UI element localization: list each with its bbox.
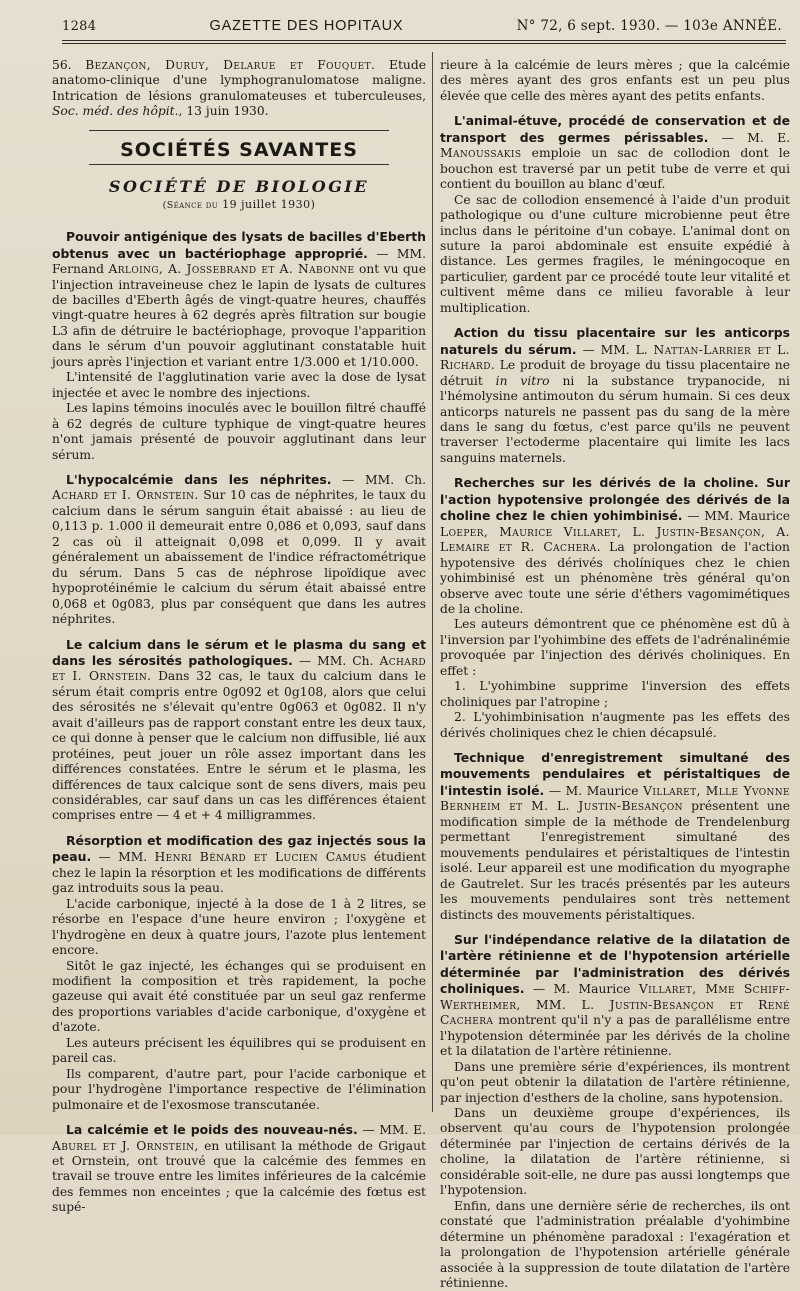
- article-title: Technique d'enregistrement simultané des mouvements pendulaires et péristaltiques de l'intestin isolé.: [440, 750, 790, 798]
- reference-number: 56.: [52, 58, 72, 72]
- paragraph: 2. L'yohimbinisation n'augmente pas les effets des dérivés choliniques chez le chien décapsulé.: [440, 710, 790, 740]
- authors-prefix: — MM. Ch.: [331, 472, 427, 487]
- article-text: en utilisant la méthode de Grigaut et Ornstein, ont trouvé que la calcémie des femmes en travail se trouve entre les limites inférieures de la calcémie des femmes non enceintes ; que la calcémie des fœtus est supé-: [52, 1138, 426, 1215]
- article-derives-choline: [440, 475, 790, 617]
- journal-title: GAZETTE DES HOPITAUX: [209, 18, 404, 34]
- article-text: Dans 32 cas, le taux du calcium dans le sérum était compris entre 0g092 et 0g108, alors que celui des sérosités ne s'élevait qu'entre 0g063 et 0g082. Il n'y avait d'ailleurs pas de rapport constant entre les deux taux, ce qui donne à penser que le calcium non diffusible, lié aux protéines, peut jouer un rôle assez important dans les différences constatées. Entre le sérum et le plasma, les différences de taux calcique sont de sens divers, mais peu considérables, car sauf dans un cas les différences étaient comprises entre — 4 et + 4 milligrammes.: [52, 669, 427, 823]
- article-text: montrent qu'il n'y a pas de parallélisme entre l'hypotension déterminée par les dérivés de la choline et la dilatation de l'artère rétinienne.: [440, 1013, 790, 1059]
- article-text: La prolongation de l'action hypotensive des dérivés cholíniques chez le chien yohimbinisé est un phénomène très général qu'on observe avec toute une série d'éthers vagomimétiques de la choline.: [440, 540, 790, 616]
- session-line: [52, 197, 426, 213]
- authors-prefix: — M. Maurice: [524, 982, 639, 997]
- article-enregistrement-intestin: [440, 750, 790, 923]
- article-text: présentent une modification simple de la méthode de Trendelenburg permettant l'enregistrement simultané des mouvements pendulaires et péristaltiques de l'intestin isolé. Leur appareil est une modification du myographe de Gautrelet. Sur les tracés présentés par les auteurs les mouvements pendulaires sont très nettement distincts des mouvements péristaltiques.: [440, 799, 790, 922]
- article-title: L'hypocalcémie dans les néphrites.: [66, 471, 332, 487]
- authors-prefix: — MM. Ch.: [292, 653, 380, 668]
- continued-text: rieure à la calcémie de leurs mères ; que la calcémie des mères ayant des gros enfants est un peu plus élevée que celle des mères ayant des petits enfants.: [440, 58, 790, 103]
- article-authors: Manoussakis: [440, 146, 522, 161]
- reference-authors: Bezançon, Duruy, Delarue et Fouquet.: [85, 58, 376, 72]
- running-head: [62, 14, 782, 38]
- paragraph: 1. L'yohimbine supprime l'inversion des effets choliniques par l'atropine ;: [440, 679, 790, 709]
- left-column: [52, 58, 426, 1216]
- session-date: 19 juillet 1930): [222, 197, 316, 211]
- session-label: (Séance du: [162, 199, 219, 211]
- article-title: Résorption et modification des gaz injectés sous la peau.: [52, 832, 426, 865]
- column-divider: [432, 52, 433, 1112]
- article-text: emploie un sac de collodion dont le bouchon est traversé par un petit tube de verre et qui contient du bouillon au blanc d'œuf.: [440, 146, 790, 192]
- article-authors: Arloing, A. Jossebrand et A. Nabonne: [108, 262, 355, 277]
- article-title: L'animal-étuve, procédé de conservation et de transport des germes périssables.: [440, 113, 790, 145]
- article-hypocalcemie: [52, 472, 426, 628]
- reference-text: Etude anatomo-clinique d'une lymphogranulomatose maligne. Intrication de lésions granulomateuses et tuberculeuses,: [52, 58, 426, 103]
- page-number: 1284: [62, 18, 97, 34]
- paragraph: Dans un deuxième groupe d'expériences, ils observent qu'au cours de l'hypotension prolongée déterminée par l'injection de certains dérivés de la choline, la dilatation de l'artère rétinienne, si considérable soit-elle, ne dure pas aussi longtemps que l'hypotension.: [440, 1106, 790, 1198]
- section-title: SOCIÉTÉS SAVANTES: [120, 138, 358, 161]
- article-title: Pouvoir antigénique des lysats de bacilles d'Eberth obtenus avec un bactériophage approprié.: [52, 229, 426, 261]
- article-authors: Aburel et J. Ornstein,: [52, 1138, 199, 1153]
- article-authors: Henri Bénard et Lucien Camus: [154, 850, 367, 865]
- article-authors: Nattan-Larrier et L. Richard.: [440, 342, 790, 373]
- paragraph: Ils comparent, d'autre part, pour l'acide carbonique et pour l'hydrogène l'importance respective de l'élimination pulmonaire et de l'exosmose transcutanée.: [52, 1066, 426, 1112]
- paragraph: Sitôt le gaz injecté, les échanges qui se produisent en modifient la composition et très rapidement, la poche gazeuse qui avait été constituée par un seul gaz renferme des proportions variables d'acide carbonique, d'oxygène et d'azote.: [52, 958, 426, 1035]
- article-title: Action du tissu placentaire sur les anticorps naturels du sérum.: [440, 325, 790, 357]
- authors-prefix: — MM. L.: [576, 342, 654, 357]
- paragraph: L'acide carbonique, injecté à la dose de 1 à 2 litres, se résorbe en l'espace d'une heure environ ; l'oxygène et l'hydrogène en deux à quatre jours, l'azote plus lentement encore.: [52, 896, 426, 958]
- section-rule-top: [89, 130, 389, 131]
- article-authors: Loeper, Maurice Villaret, L. Justin-Besançon, A. Lemaire et R. Cachera.: [440, 524, 790, 555]
- header-rule-thin: [62, 43, 786, 44]
- article-authors: Achard et I. Ornstein.: [52, 653, 426, 684]
- article-text: ni la substance trypanocide, ni l'hémolysine antimouton du sérum humain. Si ces deux anticorps naturels ne passent pas du sang de la mère dans le sang du fœtus, c'est parce qu'ils ne peuvent traverser l'ectoderme placentaire qui limite les lacs sanguins maternels.: [440, 373, 790, 465]
- paragraph: Les auteurs précisent les équilibres qui se produisent en pareil cas.: [52, 1035, 426, 1066]
- paragraph: Enfin, dans une dernière série de recherches, ils ont constaté que l'administration préalable d'yohimbine détermine un phénomène paradoxal : l'exagération et la prolongation de l'hypotension artérielle générale associée à la suppression de toute dilatation de l'artère rétinienne.: [440, 1198, 790, 1290]
- paragraph: Les auteurs démontrent que ce phénomène est dû à l'inversion par l'yohimbine des effets de l'adrénalinémie provoquée par l'injection des dérivés choliniques. En effet :: [440, 617, 790, 678]
- authors-prefix: — M. E.: [708, 130, 790, 145]
- article-tissu-placentaire: [440, 325, 790, 466]
- authors-prefix: — MM. Fernand: [52, 246, 426, 277]
- paragraph: L'intensité de l'agglutination varie avec la dose de lysat injectée et avec le nombre des injections.: [52, 370, 426, 400]
- authors-prefix: — M. Maurice: [544, 783, 644, 798]
- article-text: Sur 10 cas de néphrites, le taux du calcium dans le sérum sanguin était abaissé : au lieu de 0,113 p. 1.000 il demeurait entre 0,086 et 0,093, sauf dans 2 cas où il atteignait 0,098 et 0,099. Il y avait généralement un abaissement de l'indice réfractométrique du sérum. Dans 5 cas de néphrose lipoïdique avec hypoprotéinémie le calcium du sérum était abaissé entre 0,068 et 0g083, plus par conséquent que dans les autres néphrites.: [52, 488, 426, 627]
- article-authors: Villaret, Mme Schiff-Wertheimer, MM. L. Justin-Besançon et René Cachera: [440, 982, 790, 1028]
- reference-date: , 13 juin 1930.: [178, 104, 269, 119]
- article-title: Sur l'indépendance relative de la dilatation de l'artère rétinienne et de l'hypotension artérielle déterminée par l'administration des dérivés choliniques.: [440, 932, 790, 997]
- header-rule: [62, 40, 786, 41]
- article-title: Le calcium dans le sérum et le plasma du sang et dans les sérosités pathologiques.: [52, 636, 426, 668]
- paragraph: Dans une première série d'expériences, ils montrent qu'on peut obtenir la dilatation de l'artère rétinienne, par injection d'esthers de la choline, sans hypotension.: [440, 1059, 790, 1105]
- article-text: ont vu que l'injection intraveineuse chez le lapin de lysats de cultures de bacilles d'Eberth âgés de vingt-quatre heures, chauffés vingt-quatre heures à 62 degrés après filtration sur bougie L3 afin de détruire le bactériophage, provoque l'apparition dans le sérum d'un pouvoir agglutinant constatable huit jours après l'injection et variant entre 1/3.000 et 1/10.000.: [52, 262, 427, 369]
- article-animal-etuve: [440, 113, 790, 192]
- article-text: Le produit de broyage du tissu placentaire ne détruit: [440, 358, 790, 388]
- paragraph: Les lapins témoins inoculés avec le bouillon filtré chauffé à 62 degrés de culture typhique de vingt-quatre heures n'ont jamais présenté de pouvoir agglutinant dans leur sérum.: [52, 401, 426, 462]
- article-text: étudient chez le lapin la résorption et les modifications de différents gaz introduits sous la peau.: [52, 850, 426, 896]
- issue-info: N° 72, 6 sept. 1930. — 103e ANNÉE.: [516, 18, 782, 34]
- article-authors: Villaret, Mlle Yvonne Bernheim et M. L. Justin-Besançon: [440, 783, 791, 814]
- article-pouvoir-antigenique: [52, 229, 426, 370]
- article-dilatation-artere: [440, 932, 790, 1060]
- article-authors: Achard et I. Ornstein.: [52, 488, 199, 503]
- society-title: SOCIÉTÉ DE BIOLOGIE: [108, 177, 370, 197]
- paragraph: Ce sac de collodion ensemencé à l'aide d'un produit pathologique ou d'une culture microbienne peut être inclus dans le péritoine d'un cobaye. L'animal dont on suture la paroi abdominale est ensuite expédié à distance. Les germes fragiles, le méningocoque en particulier, gardent par ce procédé toute leur vitalité et cultivent même dans ce milieu favorable à leur multiplication.: [440, 192, 790, 315]
- article-title: Recherches sur les dérivés de la choline. Sur l'action hypotensive prolongée des dérivés de la choline chez le chien yohimbinisé.: [440, 475, 790, 524]
- article-calcemie-nouveau-nes: [52, 1122, 426, 1216]
- right-column: [440, 58, 790, 1291]
- article-resorption-gaz: [52, 833, 426, 897]
- authors-prefix: — MM. E.: [357, 1123, 427, 1138]
- article-text-italic: in vitro: [495, 373, 550, 388]
- article-title: La calcémie et le poids des nouveau-nés.: [66, 1122, 358, 1138]
- section-rule-bottom: [89, 164, 389, 165]
- reference-source: Soc. méd. des hôpit.: [52, 104, 179, 119]
- reference-56: [52, 58, 426, 120]
- authors-prefix: — MM.: [91, 850, 155, 865]
- article-calcium-serum: [52, 637, 426, 824]
- authors-prefix: — MM. Maurice: [682, 509, 790, 524]
